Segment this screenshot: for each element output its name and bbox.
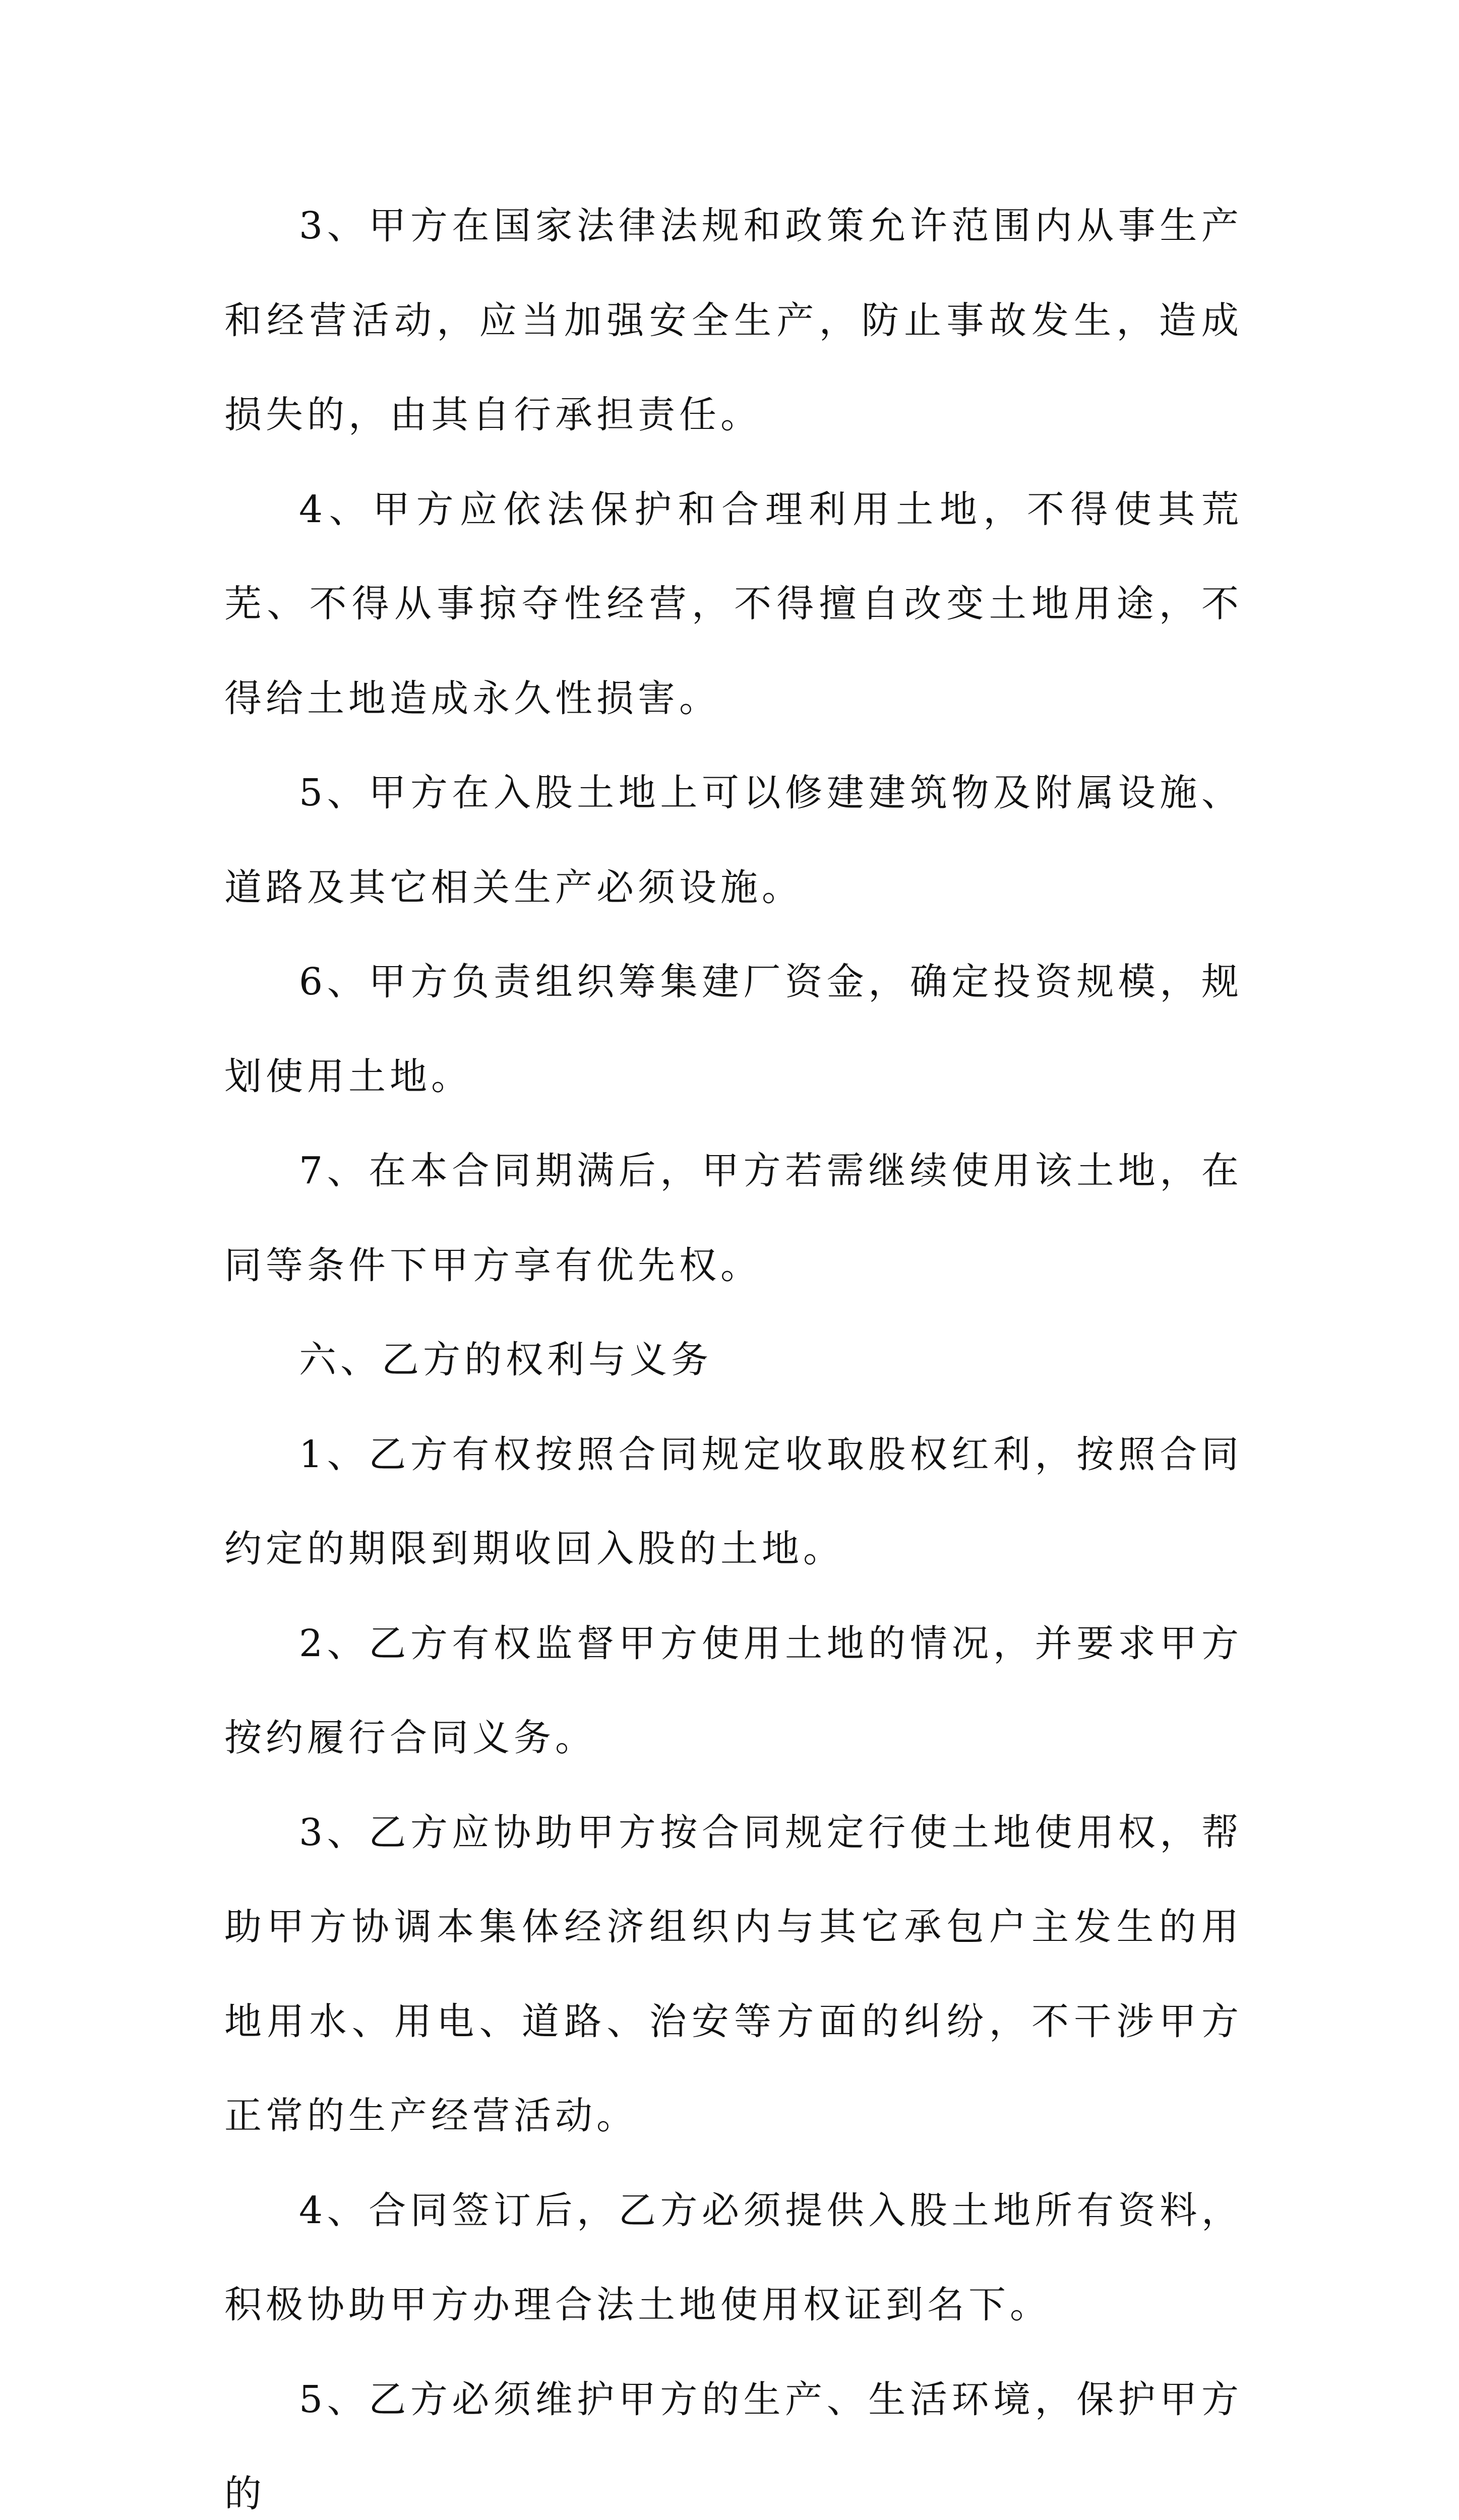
paragraph-party-a-6: 6、甲方负责组织筹集建厂资金，确定投资规模，规划使用土地。 <box>224 935 1243 1124</box>
paragraph-party-b-2: 2、乙方有权监督甲方使用土地的情况，并要求甲方按约履行合同义务。 <box>224 1597 1243 1786</box>
paragraph-party-a-5: 5、甲方在入股土地上可以修建建筑物及附属设施、道路及其它相关生产必须设施。 <box>224 746 1243 935</box>
paragraph-party-b-3: 3、乙方应协助甲方按合同规定行使土地使用权，帮助甲方协调本集体经济组织内与其它承包户主发生的用地用水、用电、道路、治安等方面的纠纷，不干涉甲方正常的生产经营活动。 <box>224 1786 1243 2164</box>
paragraph-party-b-1: 1、乙方有权按照合同规定收取股权红利，按照合同约定的期限到期收回入股的土地。 <box>224 1408 1243 1597</box>
paragraph-party-b-5: 5、乙方必须维护甲方的生产、生活环境，保护甲方的 <box>224 2353 1243 2520</box>
document-body <box>224 179 1243 2520</box>
paragraph-party-a-7: 7、在本合同期满后，甲方若需继续使用该土地，在同等条件下甲方享有优先权。 <box>224 1124 1243 1313</box>
section-heading-party-b: 六、乙方的权利与义务 <box>224 1313 1243 1408</box>
paragraph-party-a-4: 4、甲方应依法保护和合理利用土地，不得使其荒芜、不得从事掠夺性经营，不得擅自改变土地用途，不得给土地造成永久性损害。 <box>224 463 1243 746</box>
paragraph-party-b-4: 4、合同签订后，乙方必须提供入股土地所有资料，积极协助甲方办理合法土地使用权证到名下。 <box>224 2164 1243 2353</box>
paragraph-party-a-3: 3、甲方在国家法律法规和政策允许范围内从事生产和经营活动，应当加强安全生产，防止事故发生，造成损失的，由其自行承担责任。 <box>224 179 1243 463</box>
